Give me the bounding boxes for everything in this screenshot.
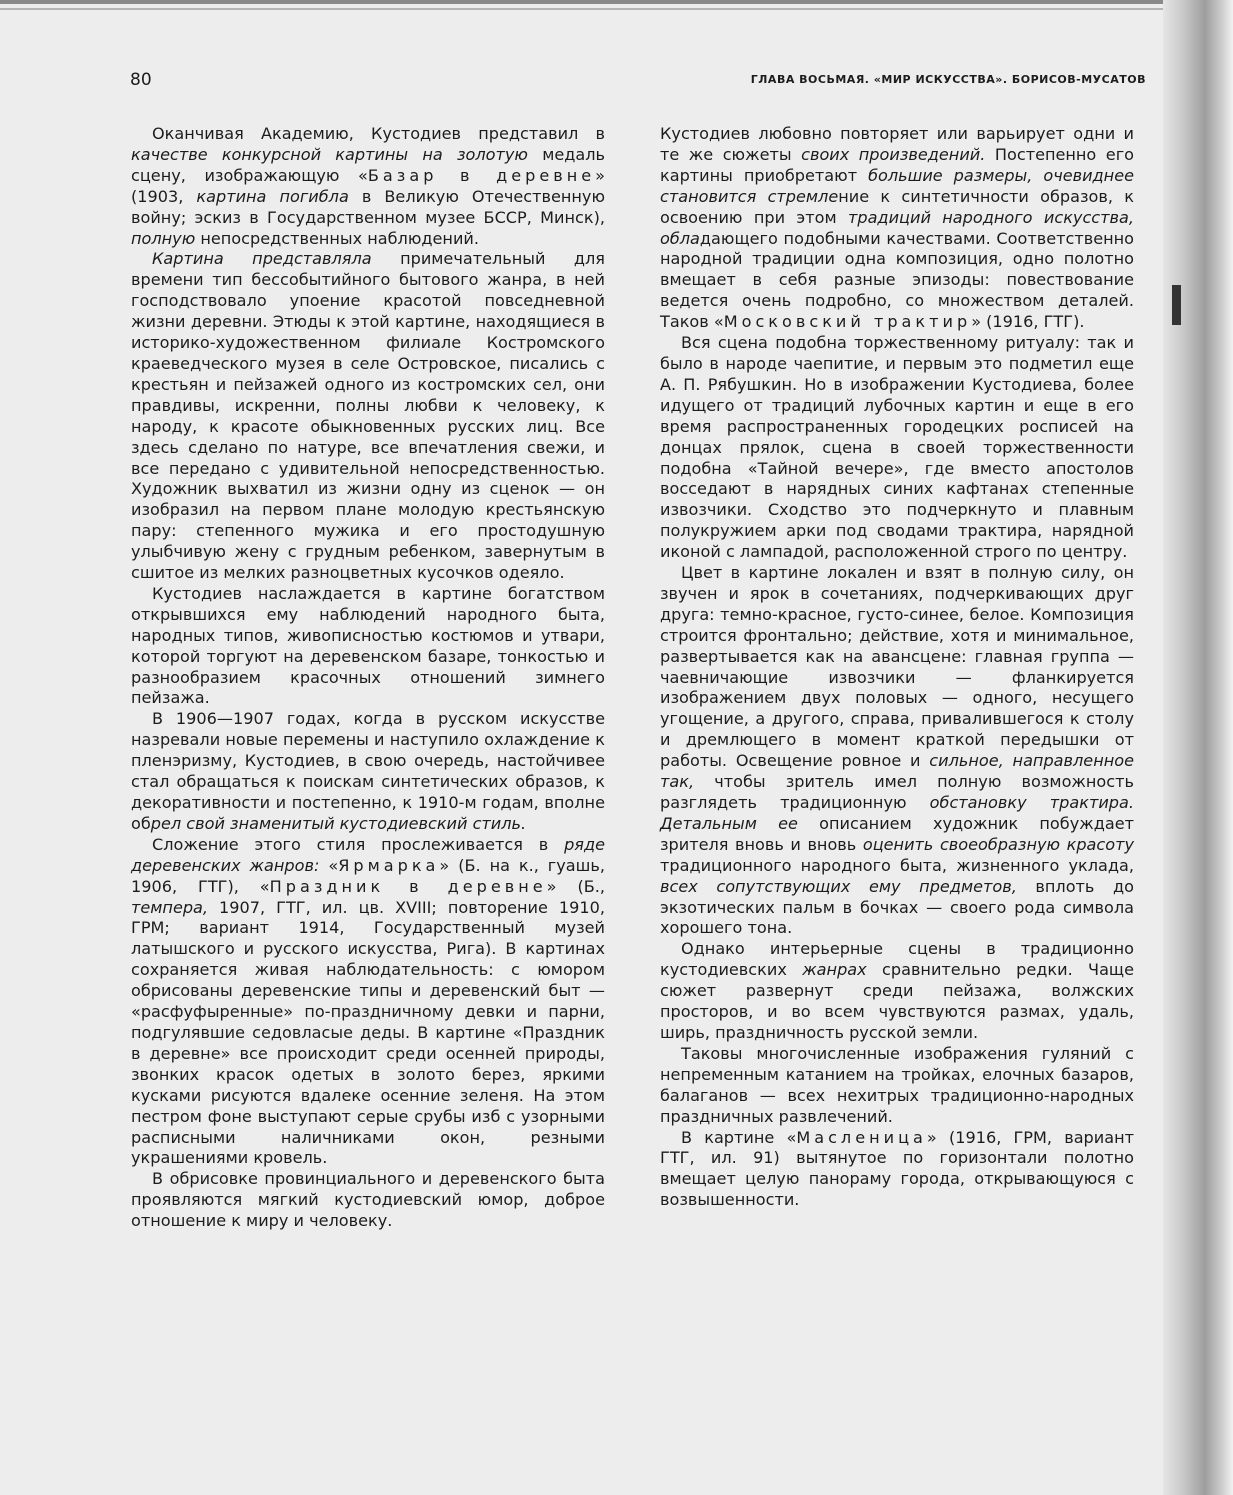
paragraph [131, 124, 605, 249]
italic-phrase: Картина представляла [152, 249, 372, 269]
text-run: Сложение этого стиля прослеживается в [152, 834, 565, 854]
text-run: » (Б., [546, 876, 605, 896]
text-run: описанием художник побуждает зрителя вновь и вновь [660, 813, 1134, 854]
text-run: Кустодиев наслаждается в картине богатством открывшихся ему наблюдений народного быта, народных типов, живописностью костюмов и утвари, которой торгуют на деревенском базаре, тонкостью и разнообразием красочных отношений зимнего пейзажа. [131, 583, 605, 708]
text-run: В 1906—1907 годах, когда в русском искусстве назревали новые перемены и наступило охлаждение к пленэризму, Кустодиев, в свою очередь, настойчивее стал обращаться к поискам синтетических образов, к декоративности и постепенно, к 1910-м годам, вполне об [131, 709, 605, 833]
paragraph [131, 835, 605, 1170]
italic-phrase: традиций народного искусства, обла [660, 207, 1134, 248]
text-run: непосредственных наблюдений. [195, 228, 479, 248]
text-run: Постепенно его картины приобретают [660, 144, 1134, 185]
text-run: чтобы зритель имел полную возможность разглядеть традиционную [660, 772, 1134, 812]
running-title: ГЛАВА ВОСЬМАЯ. «МИР ИСКУССТВА». БОРИСОВ-МУСАТОВ [750, 73, 1146, 86]
text-run: вплоть до экзотических пальм в бочках — своего рода символа хорошего тона. [660, 876, 1134, 938]
italic-phrase: темпера, [131, 897, 209, 917]
italic-phrase: картина погибла [196, 186, 349, 206]
scan-top-rule [0, 0, 1195, 4]
spaced-title: Ярмарка [338, 855, 440, 875]
paragraph [660, 939, 1134, 1044]
paragraph [131, 584, 605, 709]
italic-phrase: обстановку трактира. Детальным ее [660, 793, 1134, 833]
text-run: традиционного народного быта, жизненного уклада, [660, 855, 1134, 875]
paragraph [660, 1044, 1134, 1128]
right-column [660, 124, 1134, 1211]
spaced-title: Базар в деревне [367, 165, 596, 185]
text-run: примечательный для времени тип бессобытийного бытового жанра, в ней господствовало упоение красотой повседневной жизни деревни. Этюды к этой картине, находящиеся в историко-художественном филиале Костромского краеведческого музея в селе Островское, писались с крестьян и пейзажей одного из костромских сел, они правдивы, искренни, полны любви к человеку, к народу, к красоте обыкновенных русских лиц. Все здесь сделано по натуре, все впечатления свежи, и все передано с удивительной непосредственностью. Художник выхватил из жизни одну из сценок — он изобразил на первом плане молодую крестьянскую пару: степенного мужика и его простодушную улыбчивую жену с грудным ребенком, завернутым в сшитое из мелких разноцветных кусочков одеяло. [131, 249, 605, 583]
text-run: В картине « [681, 1127, 797, 1147]
italic-phrase: своих произведений. [801, 144, 986, 164]
spine-mark [1172, 285, 1181, 325]
text-run: 1907, ГТГ, ил. цв. XVIII; повторение 1910, ГРМ; вариант 1914, Государственный музей латышского и русского искусства, Рига). В картинах сохраняется живая наблюдательность: с юмором обрисованы деревенские типы и деревенский быт — «расфуфыренные» по-праздничному девки и парни, подгулявшие седовласые деды. В картине «Праздник в деревне» все происходит среди осенней природы, звонких красок одетых в золото берез, яркими кусками рисуются вдалеке осенние зеленя. На этом пестром фоне выступают серые срубы изб с узорными расписными наличниками окон, резными украшениями кровель. [131, 897, 605, 1168]
text-run: » (1916, ГТГ). [971, 312, 1085, 332]
paragraph [660, 563, 1134, 939]
text-run: Кустодиев любовно повторяет или варьирует одни и те же сюжеты [660, 124, 1134, 164]
italic-phrase: полную [131, 228, 196, 248]
italic-phrase: рел свой знаменитый кустодиевский стиль. [150, 813, 527, 833]
spaced-title: Масленица [796, 1127, 927, 1147]
italic-phrase: большие размеры, очевиднее становится стремле [660, 165, 1135, 206]
page-number: 80 [130, 70, 152, 90]
text-run: Вся сцена подобна торжественному ритуалу: так и было в народе чаепитие, и первым это подметил еще А. П. Рябушкин. Но в изображении Кустодиева, более идущего от традиций лубочных картин и еще в его время распространенных городецких росписей на донцах прялок, сцена в своей торжественности подобна «Тайной вечере», где вместо апостолов восседают в нарядных синих кафтанах степенные извозчики. Сходство это подчеркнуто и плавным полукружием арки под сводами трактира, нарядной иконой с лампадой, расположенной строго по центру. [660, 333, 1134, 562]
spaced-title: Праздник в деревне [269, 876, 547, 896]
italic-phrase: качестве конкурсной картины на золотую [131, 144, 528, 164]
text-run: » (1903, [131, 165, 605, 206]
scan-top-rule-thin [0, 8, 1195, 10]
text-run: » (Б. на к., гуашь, 1906, ГТГ), « [131, 855, 605, 896]
paragraph [660, 1128, 1134, 1212]
text-run: « [319, 855, 339, 875]
paragraph [131, 709, 605, 834]
text-run: Цвет в картине локален и взят в полную силу, он звучен и ярок в сочетаниях, подчеркивающих друг друга: темно-красное, густо-синее, белое. Композиция строится фронтально; действие, хотя и минимальное, развертывается как на авансцене: главная группа — чаевничающие извозчики — фланкируется изображением двух половых — одного, несущего угощение, а другого, справа, привалившегося к столу и дремлющего в момент краткой передышки от работы. Освещение ровное и [660, 563, 1134, 771]
text-run: Оканчивая Академию, Кустодиев представил в [152, 124, 605, 143]
text-run: дающего подобными качествами. Соответственно народной традиции одна композиция, одно полотно вмещает в себя разные эпизоды: повествование ведется очень подробно, со множеством деталей. Таков « [660, 228, 1134, 332]
text-run: медаль сцену, изображающую « [131, 144, 605, 185]
left-column [131, 124, 605, 1232]
text-run: В обрисовке провинциального и деревенского быта проявляются мягкий кустодиевский юмор, доброе отношение к миру и человеку. [131, 1169, 605, 1231]
paragraph [131, 249, 605, 584]
text-run: ние к синтетичности образов, к освоению при этом [660, 186, 1134, 227]
italic-phrase: сильное, направленное так, [660, 751, 1134, 792]
paragraph [660, 124, 1134, 333]
italic-phrase: оценить своеобразную красоту [862, 834, 1134, 854]
spaced-title: Московский трактир [723, 312, 972, 332]
text-run: Однако интерьерные сцены в традиционно кустодиевских [660, 939, 1134, 980]
text-run: » (1916, ГРМ, вариант ГТГ, ил. 91) вытянутое по горизонтали полотно вмещает целую панораму города, открывающуюся с возвышенности. [660, 1127, 1134, 1210]
text-run: сравнительно редки. Чаще сюжет развернут среди пейзажа, волжских просторов, и во всем чувствуются размах, удаль, ширь, праздничность русской земли. [660, 960, 1134, 1042]
italic-phrase: жанрах [802, 960, 867, 980]
paragraph [131, 1169, 605, 1232]
italic-phrase: всех сопутствующих ему предметов, [660, 876, 1017, 896]
text-run: в Великую Отечественную войну; эскиз в Государственном музее БССР, Минск), [131, 186, 605, 227]
text-run: Таковы многочисленные изображения гуляний с непременным катанием на тройках, елочных базаров, балаганов — всех нехитрых традиционно-народных праздничных развлечений. [660, 1043, 1134, 1126]
italic-phrase: ряде деревенских жанров: [131, 834, 605, 875]
book-spine-shadow [1163, 0, 1233, 1495]
paragraph [660, 333, 1134, 563]
